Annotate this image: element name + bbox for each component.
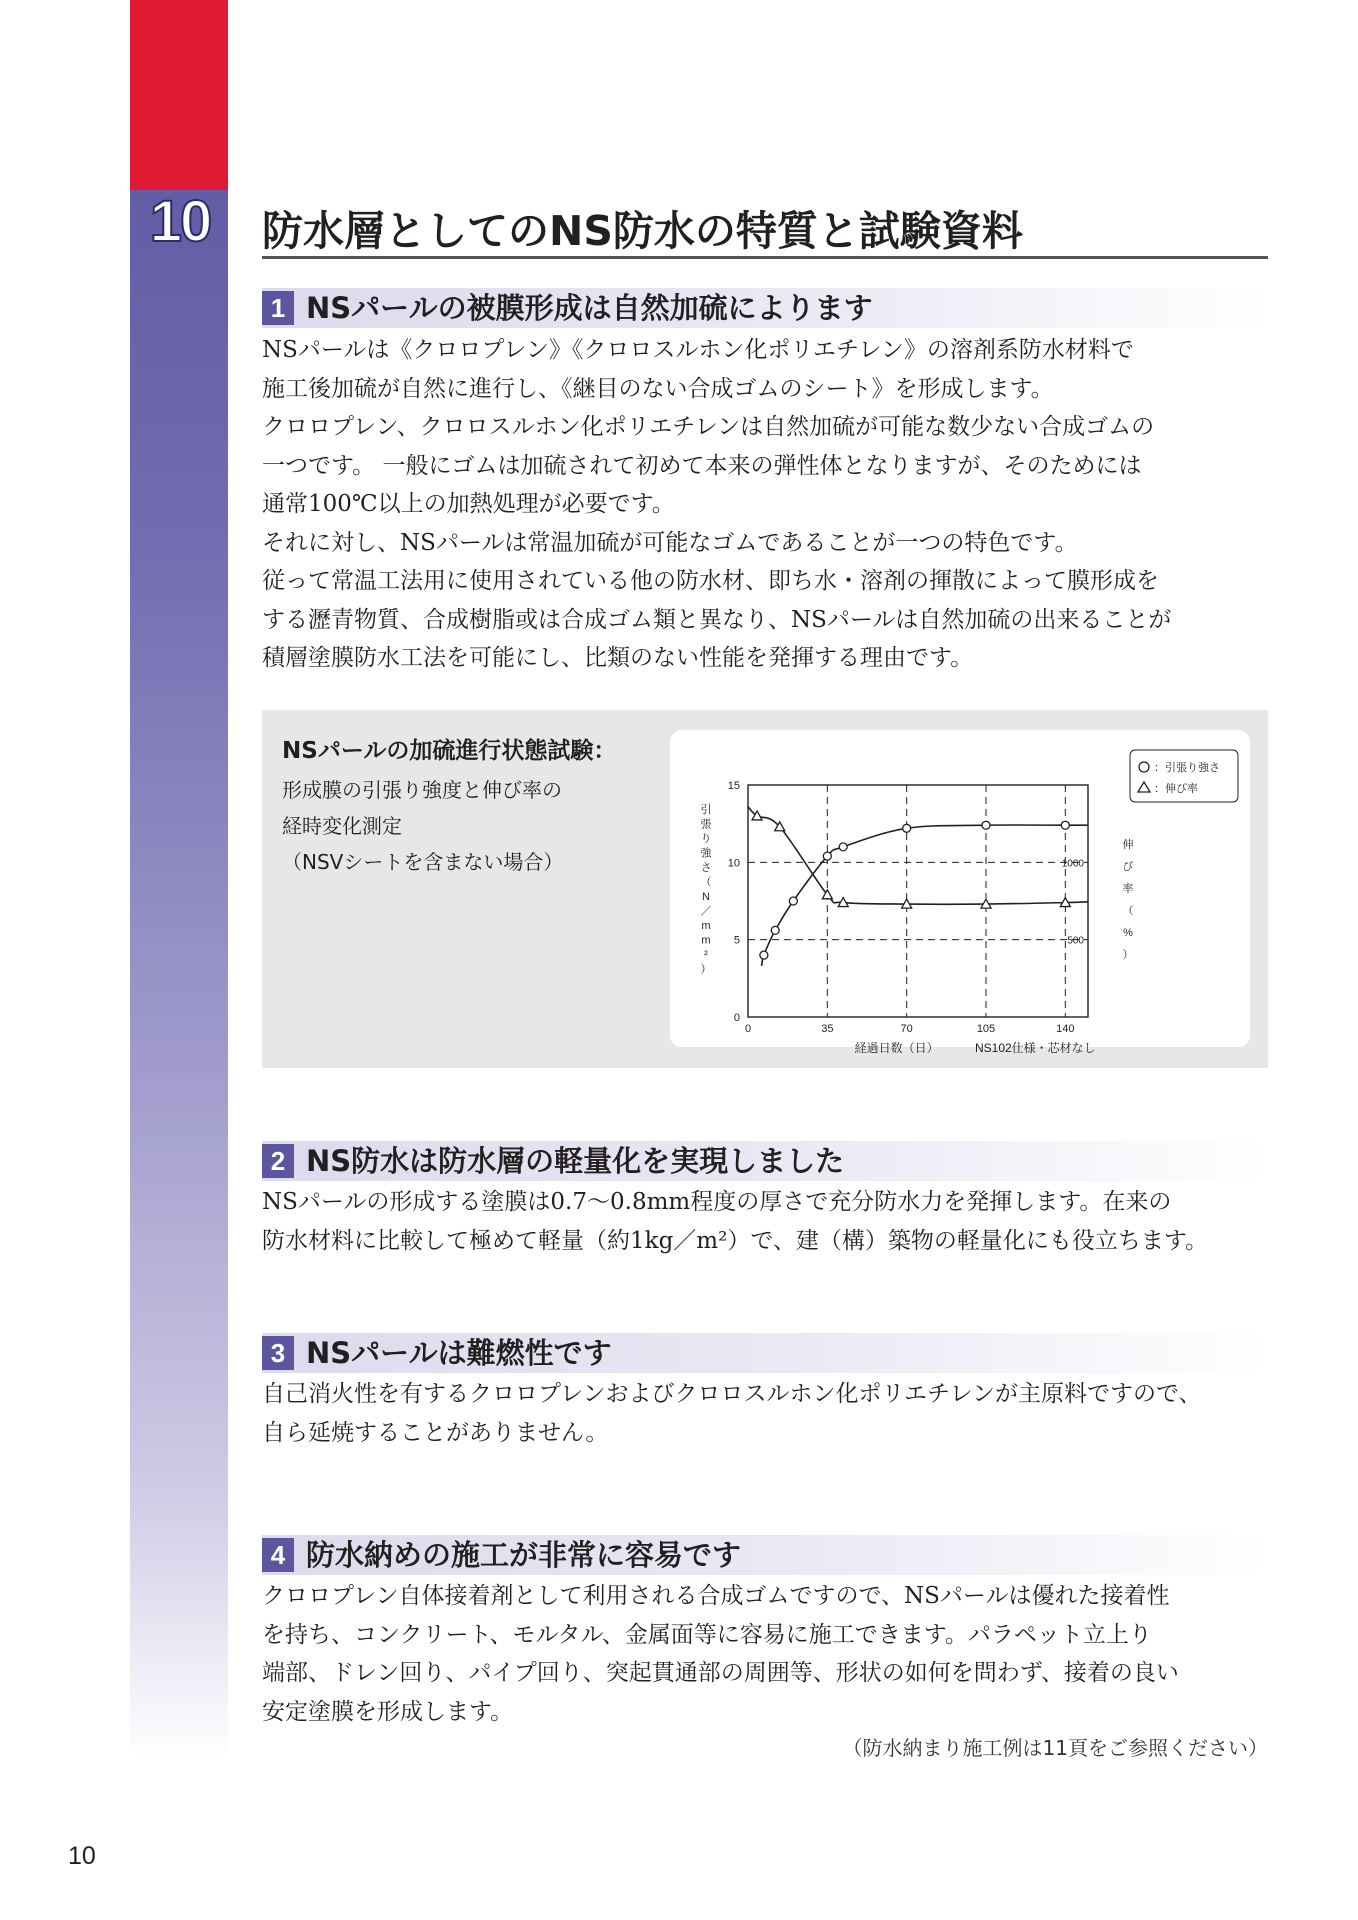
chart-subtitle-line: 経時変化測定 <box>282 814 402 838</box>
marker-tensile-strength <box>760 951 768 959</box>
chart-subtitle-line: 形成膜の引張り強度と伸び率の <box>282 778 562 802</box>
section-number: 1 <box>262 291 294 325</box>
section-number: 4 <box>262 1538 294 1572</box>
body-line: 安定塗膜を形成します。 <box>262 1698 514 1725</box>
chart-heading: NSパールの加硫進行状態試験： <box>282 738 617 764</box>
body-line: クロロプレン自体接着剤として利用される合成ゴムですので、NSパールは優れた接着性 <box>262 1583 1170 1609</box>
chart-panel <box>670 730 1250 1055</box>
marker-tensile-strength <box>823 852 831 860</box>
marker-tensile-strength <box>789 897 797 905</box>
chapter-red-block <box>130 0 228 190</box>
marker-tensile-strength <box>982 821 990 829</box>
section-title: 防水納めの施工が非常に容易です <box>306 1538 742 1572</box>
x-tick-label: 0 <box>744 1023 752 1035</box>
chapter-number: 10 <box>149 189 211 254</box>
x-tick-label: 140 <box>1056 1023 1075 1035</box>
y-tick-label: 10 <box>727 857 740 870</box>
body-line: 一つです。 一般にゴムは加硫されて初めて本来の弾性体となりますが、そのためには <box>262 452 1142 479</box>
section-header-3 <box>262 1333 1268 1373</box>
body-line: 従って常温工法用に使用されている他の防水材、即ち水・溶剤の揮散によって膜形成を <box>262 568 1159 594</box>
y-axis-label: 引張り強さ（ N ／ m m ² ） <box>700 804 712 976</box>
legend-marker-circle <box>1139 762 1149 772</box>
body-line: 積層塗膜防水工法を可能にし、比類のない性能を発揮する理由です。 <box>262 645 974 671</box>
chart-subtitle <box>282 772 563 880</box>
legend-label: ：伸び率 <box>1154 783 1198 795</box>
body-line: NSパールは《クロロプレン》《クロロスルホン化ポリエチレン》の溶剤系防水材料で <box>262 337 1134 363</box>
y2-tick-label: 1000 <box>1061 858 1084 870</box>
x-tick-label: 70 <box>900 1023 913 1035</box>
body-line: 通常100℃以上の加熱処理が必要です。 <box>262 491 675 517</box>
section-body-4 <box>262 1577 1272 1731</box>
marker-tensile-strength <box>771 926 779 934</box>
marker-tensile-strength <box>903 824 911 832</box>
page-number: 10 <box>68 1842 96 1870</box>
section-body-3 <box>262 1375 1272 1452</box>
chart-box <box>262 710 1268 1068</box>
y2-axis-label: 伸び率（%） <box>1122 839 1134 961</box>
section-title: NSパールは難燃性です <box>306 1336 612 1370</box>
section-number: 3 <box>262 1336 294 1370</box>
chapter-side-bar <box>130 0 228 1760</box>
x-tick-label: 105 <box>976 1023 996 1035</box>
section-title: NSパールの被膜形成は自然加硫によります <box>306 291 873 325</box>
body-line: する瀝青物質、合成樹脂或は合成ゴム類と異なり、NSパールは自然加硫の出来ることが <box>262 606 1172 633</box>
reference-note: （防水納まり施工例は11頁をご参照ください） <box>842 1736 1268 1760</box>
body-line: 防水材料に比較して極めて軽量（約1kg／m²）で、建（構）築物の軽量化にも役立ちます。 <box>262 1227 1209 1254</box>
body-line: 自己消火性を有するクロロプレンおよびクロロスルホン化ポリエチレンが主原料ですので、 <box>262 1381 1202 1407</box>
marker-tensile-strength <box>1061 821 1069 829</box>
title-rule <box>262 256 1268 259</box>
body-line: 自ら延焼することがありません。 <box>262 1419 609 1446</box>
marker-tensile-strength <box>839 843 847 851</box>
page-title: 防水層としてのNS防水の特質と試験資料 <box>262 207 1023 255</box>
series-line-elongation <box>748 807 1088 905</box>
chart-svg <box>670 730 1250 1055</box>
legend-label: ：引張り強さ <box>1154 762 1220 774</box>
y-tick-label: 5 <box>733 934 740 947</box>
body-line: 端部、ドレン回り、パイプ回り、突起貫通部の周囲等、形状の如何を問わず、接着の良い <box>262 1660 1179 1686</box>
y2-tick-label: 500 <box>1067 935 1084 947</box>
body-line: クロロプレン、クロロスルホン化ポリエチレンは自然加硫が可能な数少ない合成ゴムの <box>262 414 1155 440</box>
section-title: NS防水は防水層の軽量化を実現しました <box>306 1144 845 1178</box>
plot-frame <box>748 785 1088 1017</box>
y-tick-label: 0 <box>733 1012 740 1024</box>
section-body-1 <box>262 331 1272 678</box>
series-line-tensile-strength <box>762 825 1088 966</box>
x-axis-note: NS102仕様・芯材なし <box>974 1041 1096 1055</box>
x-tick-label: 35 <box>821 1023 834 1035</box>
body-line: それに対し、NSパールは常温加硫が可能なゴムであることが一つの特色です。 <box>262 529 1078 556</box>
body-line: を持ち、コンクリート、モルタル、金属面等に容易に施工できます。パラペット立上り <box>262 1621 1152 1648</box>
body-line: NSパールの形成する塗膜は0.7～0.8mm程度の厚さで充分防水力を発揮します。在来の <box>262 1189 1172 1215</box>
body-line: 施工後加硫が自然に進行し、《継目のない合成ゴムのシート》を形成します。 <box>262 375 1054 402</box>
section-number: 2 <box>262 1144 294 1178</box>
section-header-1 <box>262 288 1268 328</box>
chart-subtitle-line: （NSVシートを含まない場合） <box>282 850 564 874</box>
section-body-2 <box>262 1183 1272 1260</box>
y-tick-label: 15 <box>727 780 740 792</box>
x-axis-label: 経過日数（日） <box>854 1041 939 1055</box>
section-header-4 <box>262 1535 1268 1575</box>
section-header-2 <box>262 1141 1268 1181</box>
